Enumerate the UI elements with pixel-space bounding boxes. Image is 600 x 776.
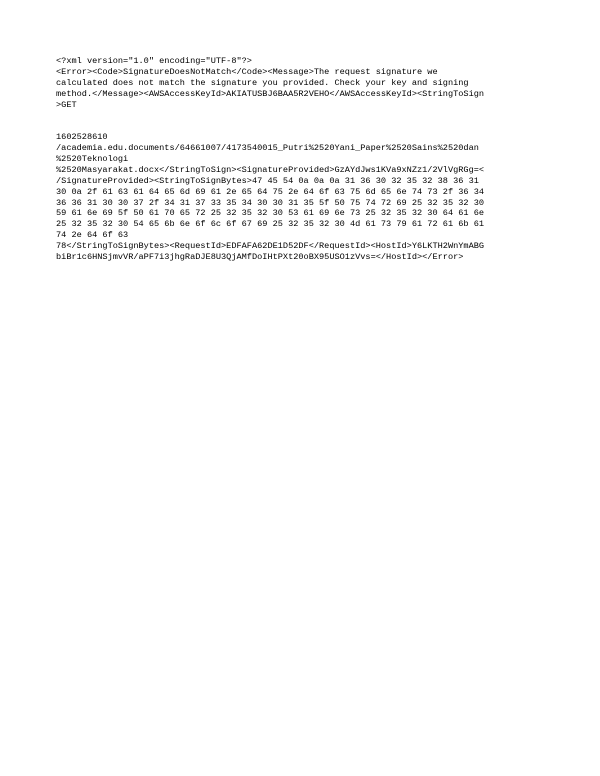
resource-path-line: /academia.edu.documents/64661007/4173540015_Putri%2520Yani_Paper%2520Sains%2520dan xyxy=(56,143,479,154)
request-id-line: 78</StringToSignBytes><RequestId>EDFAFA62DE1D52DF</RequestId><HostId>Y6LKTH2WnYmABG xyxy=(56,241,485,252)
string-to-sign-method-line: >GET xyxy=(56,99,77,110)
xml-error-document xyxy=(56,56,556,263)
error-code-line: <Error><Code>SignatureDoesNotMatch</Code><Message>The request signature we xyxy=(56,66,438,77)
string-to-sign-bytes-line: 74 2e 64 6f 63 xyxy=(56,230,129,241)
signature-provided-line: %2520Masyarakat.docx</StringToSign><SignatureProvided>GzAYdJws1KVa9xNZz1/2VlVgRGg=< xyxy=(56,164,485,175)
string-to-sign-bytes-line: 30 0a 2f 61 63 61 64 65 6d 69 61 2e 65 64 75 2e 64 6f 63 75 6d 65 6e 74 73 2f 36 34 xyxy=(56,186,485,197)
host-id-line: biBr1c6HNSjmvVR/aPF7i3jhgRaDJE8U3QjAMfDoIHtPXt20oBX95USO1zVvs=</HostId></Error> xyxy=(56,252,464,263)
timestamp-line: 1602528610 xyxy=(56,132,108,143)
error-message-line: calculated does not match the signature you provided. Check your key and signing xyxy=(56,77,469,88)
string-to-sign-bytes-line: 36 36 31 30 30 37 2f 34 31 37 33 35 34 30 30 31 35 5f 50 75 74 72 69 25 32 35 32 30 xyxy=(56,197,485,208)
xml-declaration-line: <?xml version="1.0" encoding="UTF-8"?> xyxy=(56,56,252,66)
blank-line xyxy=(56,110,556,121)
string-to-sign-bytes-line: 59 61 6e 69 5f 50 61 70 65 72 25 32 35 32 30 53 61 69 6e 73 25 32 35 32 30 64 61 6e xyxy=(56,208,485,219)
access-key-line: method.</Message><AWSAccessKeyId>AKIATUSBJ6BAA5R2VEHO</AWSAccessKeyId><StringToSign xyxy=(56,88,485,99)
blank-line xyxy=(56,121,556,132)
resource-path-line: %2520Teknologi xyxy=(56,154,129,165)
string-to-sign-bytes-line: /SignatureProvided><StringToSignBytes>47 45 54 0a 0a 0a 31 36 30 32 35 32 38 36 31 xyxy=(56,175,479,186)
string-to-sign-bytes-line: 25 32 35 32 30 54 65 6b 6e 6f 6c 6f 67 69 25 32 35 32 30 4d 61 73 79 61 72 61 6b 61 xyxy=(56,219,485,230)
